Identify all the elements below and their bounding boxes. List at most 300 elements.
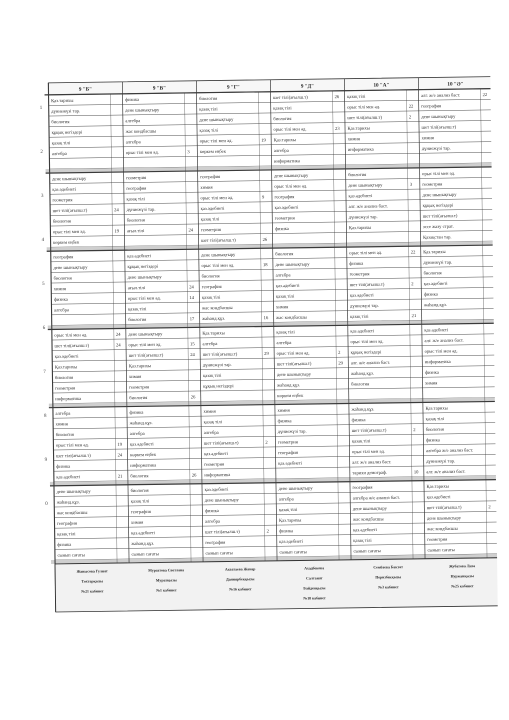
edge-mark: 9 <box>44 457 48 463</box>
lesson-subject: дене шынықтыру <box>276 371 312 377</box>
lesson-subject: қаз.әдебиеті <box>200 205 225 212</box>
lesson-subject: алг. ж/е анализ баст. <box>421 92 461 98</box>
lesson-subject: дене шынықтыру <box>125 107 160 113</box>
lesson-subject: шет тілі(ағылш.т) <box>54 342 90 349</box>
lesson-subject: алгебра ж/е анализ баст. <box>352 494 400 501</box>
room-number: 3 <box>187 149 190 155</box>
lesson-subject: жаһанд.құз. <box>423 302 448 308</box>
room-number: 19 <box>114 228 120 234</box>
teacher-info-line: Нуржанқызы <box>450 574 475 579</box>
lesson-subject: орыс тілі мен әд. <box>424 348 458 354</box>
edge-mark: 7 <box>43 369 46 375</box>
room-number: 29 <box>264 350 269 356</box>
lesson-subject: география <box>274 194 295 200</box>
room-number: 2 <box>408 114 412 120</box>
lesson-subject: қаз.әдебиеті <box>278 460 303 466</box>
edge-mark: 0 <box>45 501 48 507</box>
lesson-subject: орыс тілі мен әд. <box>347 104 381 110</box>
lesson-subject: Қаз.тарихы <box>273 137 297 143</box>
room-number: 26 <box>190 394 196 400</box>
lesson-subject: алгебра <box>125 139 141 145</box>
lesson-subject: геометрия <box>349 271 370 277</box>
lesson-subject: физика <box>349 260 364 266</box>
lesson-subject: география <box>126 185 147 191</box>
lesson-subject: құқық негіздері <box>203 383 234 389</box>
lesson-subject: қазақ тілі <box>203 419 223 425</box>
edge-mark: 2 <box>40 149 43 155</box>
lesson-subject: физика <box>57 541 72 548</box>
lesson-subject: дене шынықтыру <box>348 182 383 188</box>
lesson-subject: қазақ тілі <box>127 306 147 312</box>
room-number: 18 <box>262 262 268 268</box>
schedule-sheet <box>10 69 497 616</box>
lesson-subject: биология <box>201 273 220 279</box>
room-number: 24 <box>188 227 194 233</box>
lesson-subject: орыс тілі мен әд. <box>128 341 162 348</box>
lesson-subject: физика <box>424 369 439 375</box>
lesson-subject: қазақ тілі <box>275 293 295 299</box>
lesson-subject: география <box>201 283 222 290</box>
lesson-subject: шет тілі(ағылш.т) <box>52 207 88 214</box>
lesson-subject: дүниежүзі тар. <box>348 214 378 220</box>
lesson-subject: биология <box>130 487 149 494</box>
lesson-subject: жаһанд.құз. <box>277 382 301 388</box>
lesson-subject: химия <box>128 373 142 380</box>
lesson-subject: дүниежүзі тар. <box>51 108 81 114</box>
lesson-subject: биология <box>275 251 294 257</box>
room-number: 14 <box>189 294 195 300</box>
edge-mark: 3 <box>40 193 44 199</box>
lesson-subject: Қаз.тарихы <box>54 364 78 370</box>
lesson-subject: орыс тілі мен әд. <box>55 442 89 448</box>
class-header: 9 "В" <box>152 85 167 92</box>
room-number: 22 <box>408 103 414 109</box>
room-number: 3 <box>409 181 413 187</box>
lesson-subject: қаз.әдебиеті <box>353 527 377 533</box>
lesson-subject: қаз.әдебиеті <box>131 530 155 536</box>
lesson-subject: ағыл.тілі <box>127 285 146 291</box>
lesson-subject: алгебра <box>275 272 291 278</box>
lesson-subject: сынып сағаты <box>279 549 307 555</box>
lesson-subject: дүниежүзі тар. <box>202 362 232 368</box>
lesson-subject: жас кондбасшы <box>427 525 458 532</box>
lesson-subject: биология <box>130 473 149 479</box>
lesson-subject: дене шынықтыру <box>422 191 457 198</box>
teacher-info-line: №21 кабинет <box>81 589 104 594</box>
lesson-subject: информатика <box>424 358 451 365</box>
lesson-subject: қаз.әдебиеті <box>56 474 81 480</box>
lesson-subject: информатика <box>130 462 157 468</box>
teacher-info-line: Муратқызы <box>155 578 177 583</box>
lesson-subject: геометрия <box>129 384 150 390</box>
lesson-subject: қаз.әдебиеті <box>204 486 229 493</box>
lesson-subject: алгебра <box>204 518 220 524</box>
lesson-subject: химия <box>55 421 68 427</box>
lesson-subject: физика <box>204 508 219 514</box>
lesson-subject: геометрия <box>52 197 73 203</box>
lesson-subject: көркем еңбек <box>53 239 80 245</box>
lesson-subject: орыс тілі мен әд. <box>199 137 233 144</box>
room-number: 19 <box>261 137 266 143</box>
schedule-table <box>10 69 497 616</box>
lesson-subject: жаһанд.құз. <box>131 540 155 547</box>
lesson-subject: қазақ тілі <box>57 531 76 537</box>
lesson-subject: қазақ тілі <box>276 329 295 335</box>
lesson-subject: физика <box>425 437 440 443</box>
lesson-subject: геометрия <box>422 181 443 187</box>
lesson-subject: геометрия <box>274 215 295 221</box>
lesson-subject: қаз.әдебиеті <box>204 450 228 457</box>
lesson-subject: геометрия <box>200 226 221 233</box>
lesson-subject: химия <box>200 184 213 190</box>
lesson-subject: қаз.әдебиеті <box>54 353 79 359</box>
lesson-subject: география <box>421 103 442 109</box>
lesson-subject: дене шынықтыру <box>275 261 310 267</box>
edge-mark: 5 <box>42 281 45 287</box>
class-header: 9 "Б" <box>78 86 93 93</box>
lesson-subject: биология <box>53 275 72 281</box>
lesson-subject: биология <box>129 394 148 401</box>
lesson-subject: шет тілі(ағылш.т) <box>203 440 239 446</box>
column-line <box>492 77 497 606</box>
lesson-subject: қаз.әдебиеті <box>275 282 300 289</box>
lesson-subject: алгебра <box>51 150 67 157</box>
lesson-subject: химия <box>275 304 289 310</box>
lesson-subject: география <box>352 484 373 490</box>
lesson-subject: жас кондбасшы <box>201 304 233 311</box>
lesson-subject: жаһанд.құз. <box>129 420 153 426</box>
lesson-subject: сынып сағаты <box>57 552 85 558</box>
lesson-subject: шет тілі(ағылш.т) <box>351 427 387 433</box>
edge-mark: 8 <box>43 413 47 419</box>
lesson-subject: биология <box>273 115 292 122</box>
room-number: 24 <box>114 207 119 213</box>
lesson-subject: шет тілі(ағылш.т) <box>202 351 238 357</box>
lesson-subject: алгебра <box>203 429 219 436</box>
lesson-subject: дене шынықтыру <box>53 264 88 271</box>
lesson-subject: алгебра <box>278 496 294 502</box>
lesson-subject: дүниежүзі тар. <box>423 259 453 265</box>
room-number: 26 <box>191 472 197 478</box>
teacher-info-line: Салтанат <box>306 576 323 581</box>
lesson-subject: жас кондбасшы <box>276 314 307 320</box>
lesson-subject: дене шынықтыру <box>201 251 236 258</box>
lesson-subject: Қаз.тарихы <box>426 483 449 489</box>
teacher-info-line: №3 кабинет <box>378 585 399 590</box>
lesson-subject: алг. ж/е анализ баст. <box>350 359 391 366</box>
lesson-subject: орыс тілі мен әд. <box>273 126 307 132</box>
room-number: 19 <box>117 441 123 447</box>
lesson-subject: биология <box>54 374 74 381</box>
lesson-subject: Қаз.тарихы <box>423 249 446 255</box>
lesson-subject: алгебра <box>273 147 289 154</box>
room-number: 26 <box>334 94 340 100</box>
teacher-info-line: Жанысова Гулнат <box>76 569 108 574</box>
lesson-subject: дене шынықтыру <box>199 116 234 123</box>
teacher-info-line: №25 кабинет <box>451 584 474 589</box>
lesson-subject: қазақ тілі <box>278 506 298 513</box>
lesson-subject: биология <box>351 381 370 387</box>
lesson-subject: қаз.әдебиеті <box>127 253 152 259</box>
lesson-subject: дүниежүзі тар. <box>126 206 156 213</box>
lesson-subject: Қаз.тарихы <box>51 97 74 104</box>
lesson-subject: қазақ тілі <box>353 537 372 543</box>
lesson-subject: дене шынықтыру <box>421 113 456 120</box>
lesson-subject: информатика <box>204 472 231 478</box>
lesson-subject: химия <box>130 519 144 525</box>
lesson-subject: жаһанд.құз. <box>351 406 375 412</box>
lesson-subject: география <box>278 449 299 456</box>
lesson-subject: геометрия <box>204 461 225 467</box>
lesson-subject: химия <box>425 380 438 386</box>
class-header: 10 "Ә" <box>447 81 464 88</box>
lesson-subject: қаз.әдебиеті <box>348 193 373 199</box>
lesson-subject: сынып сағаты <box>427 547 455 553</box>
lesson-subject: қазақ тілі <box>199 106 218 112</box>
lesson-subject: орыс тілі мен әд. <box>422 170 456 177</box>
lesson-subject: дене шынықтыру <box>56 488 91 495</box>
lesson-subject: биология <box>423 270 442 276</box>
lesson-subject: Қаз.тарихы <box>425 405 448 411</box>
room-number: 16 <box>263 315 269 321</box>
lesson-subject: алгебра <box>202 341 218 347</box>
room-number: 24 <box>190 351 195 357</box>
lesson-subject: орыс тілі мен әд. <box>349 249 383 256</box>
lesson-subject: сынып сағаты <box>353 548 381 554</box>
lesson-subject: қазақ тілі <box>201 294 221 300</box>
teacher-info-line: Жубатова Лиза <box>449 564 476 569</box>
room-number: 2 <box>266 528 269 534</box>
footer-row <box>55 558 498 612</box>
lesson-subject: сынып сағаты <box>205 550 233 556</box>
room-number: 21 <box>411 313 417 319</box>
lesson-subject: биология <box>348 171 367 178</box>
lesson-subject: қаз.әдебиеті <box>423 280 448 287</box>
lesson-subject: дүниежүзі тар. <box>277 428 307 434</box>
lesson-subject: тарихи демограф. <box>352 469 388 476</box>
lesson-subject: физика <box>129 409 144 415</box>
room-number: 15 <box>189 341 195 347</box>
lesson-subject: геометрия <box>277 439 298 445</box>
lesson-subject: биология <box>128 316 147 323</box>
lesson-subject: физика <box>277 418 292 424</box>
lesson-subject: география <box>205 539 226 545</box>
lesson-subject: орыс тілі мен әд. <box>200 194 234 201</box>
lesson-subject: қаз.әдебиеті <box>350 328 375 334</box>
lesson-subject: қазақ тілі <box>350 313 369 319</box>
lesson-subject: жас кондбасшы <box>56 509 88 516</box>
lesson-subject: қаз.әдебиеті <box>52 186 77 192</box>
lesson-subject: жаһанд.құз. <box>202 315 226 322</box>
lesson-subject: қаз.әдебиеті <box>129 441 154 447</box>
room-number: 22 <box>410 249 416 255</box>
lesson-subject: химия <box>53 286 67 292</box>
lesson-subject: жаһанд.құз. <box>56 499 80 505</box>
lesson-subject: қазақ тілі <box>351 438 371 444</box>
lesson-subject: көркем еңбек <box>130 451 157 458</box>
room-number: 24 <box>117 452 123 458</box>
lesson-subject: орыс тілі мен әд. <box>52 228 86 235</box>
teacher-info-line: Сембаева Бактат <box>373 565 403 570</box>
lesson-subject: алгебра <box>276 339 292 346</box>
lesson-subject: құқық негіздері <box>51 129 83 135</box>
room-number: 23 <box>334 125 340 131</box>
lesson-subject: химия <box>203 408 216 414</box>
lesson-subject: қазақ тілі <box>202 372 222 379</box>
lesson-subject: алг. ж/е анализ баст. <box>348 203 388 209</box>
lesson-subject: алгебра <box>53 307 69 313</box>
lesson-subject: дене шынықтыру <box>128 331 163 337</box>
edge-mark: 4 <box>41 237 45 243</box>
teacher-info-line: Ахаатаева Жанар <box>224 567 256 572</box>
lesson-subject: Қаз.тарихы <box>202 330 225 336</box>
lesson-subject: қазақ тілі <box>130 498 150 504</box>
lesson-subject: дүниежүзі тар. <box>421 145 451 151</box>
lesson-subject: физика <box>53 296 68 302</box>
lesson-subject: физика <box>125 96 140 103</box>
lesson-subject: геометрия <box>55 385 76 391</box>
lesson-subject: геометрия <box>126 174 147 181</box>
lesson-subject: шет тілі(ағылш.т) <box>128 352 164 358</box>
lesson-subject: дене шынықтыру <box>352 505 387 512</box>
lesson-subject: қазақ тілі <box>273 105 292 111</box>
lesson-subject: қазақ тілі <box>425 416 444 422</box>
room-number: 2 <box>411 281 414 287</box>
room-number: 24 <box>115 331 121 337</box>
lesson-subject: көркем еңбек <box>277 392 304 399</box>
lesson-subject: дене шынықтыру <box>52 175 87 182</box>
lesson-subject: қазақ тілі <box>200 216 220 222</box>
lesson-subject: ағыл.тілі <box>126 228 145 234</box>
room-number: 24 <box>115 342 121 348</box>
lesson-subject: орыс тілі мен әд. <box>350 338 384 345</box>
lesson-subject: орыс тілі мен әд. <box>276 350 310 356</box>
lesson-subject: биология <box>199 95 218 102</box>
lesson-subject: эссе жазу страт. <box>422 223 454 230</box>
lesson-subject: алгебра <box>55 410 71 416</box>
lesson-subject: шет тілі(ағылш.т) <box>349 281 385 288</box>
lesson-subject: шет тілі(ағылш.т) <box>276 360 312 367</box>
lesson-subject: шет тілі(ағылш.т) <box>273 94 308 101</box>
teacher-info-line: Тохтарқызы <box>81 579 104 584</box>
lesson-subject: қаз.әдебиеті <box>349 292 374 298</box>
lesson-subject: орыс тілі мен әд. <box>127 295 161 301</box>
lesson-subject: информатика <box>273 158 300 164</box>
lesson-subject: химия <box>347 136 360 142</box>
lesson-subject: дүниежүзі тар. <box>426 458 456 464</box>
room-number: 2 <box>488 504 491 510</box>
room-number: 26 <box>262 236 268 242</box>
lesson-subject: биология <box>425 426 444 432</box>
lesson-subject: жас кондбасшы <box>125 128 157 134</box>
lesson-subject: дене шынықтыру <box>278 485 313 491</box>
lesson-subject: қазақ тілі <box>51 140 71 146</box>
lesson-subject: шет тілі(ағылш.т) <box>347 114 383 121</box>
lesson-subject: физика <box>351 417 366 423</box>
lesson-subject: химия <box>277 407 290 413</box>
lesson-subject: құқық негіздері <box>127 263 159 270</box>
room-number: 22 <box>482 92 488 98</box>
lesson-subject: қаз.әдебиеті <box>279 538 304 544</box>
lesson-subject: биология <box>52 218 71 224</box>
room-number: 2 <box>265 439 268 445</box>
teacher-info-line: №1 кабинет <box>156 588 177 593</box>
lesson-subject: шет тілі(ағылш.т) <box>205 528 240 535</box>
lesson-subject: алгебра <box>129 430 145 437</box>
teacher-info-line: №18 кабинет <box>303 596 326 601</box>
lesson-subject: Қаз.тарихы <box>278 517 302 523</box>
lesson-subject: география <box>56 520 77 526</box>
edge-mark: 6 <box>42 325 46 331</box>
lesson-subject: география <box>53 254 74 260</box>
lesson-subject: биология <box>55 431 74 438</box>
teacher-info-line: №16 кабинет <box>229 587 252 592</box>
lesson-subject: шет тілі(ағылш.т) <box>426 504 462 511</box>
lesson-subject: биология <box>51 119 70 125</box>
room-number: 2 <box>338 349 341 355</box>
lesson-subject: құқық негіздері <box>350 349 382 355</box>
room-number: 29 <box>338 360 343 366</box>
lesson-subject: шет тілі(ағылш.т) <box>201 237 236 243</box>
lesson-subject: көркем еңбек <box>199 148 226 155</box>
teacher-info-line: Мурзатова Светлана <box>148 568 185 573</box>
room-number: 17 <box>189 316 195 322</box>
lesson-subject: дене шынықтыру <box>204 497 239 503</box>
lesson-subject: дене шынықтыру <box>274 172 309 179</box>
lesson-subject: геометрия <box>427 536 448 542</box>
lesson-subject: орыс тілі мен әд. <box>201 262 235 269</box>
lesson-subject: алг. ж/е анализ баст. <box>424 337 464 344</box>
teacher-info-line: Даниярбекқызы <box>226 577 255 582</box>
class-header: 10 "А" <box>373 82 390 89</box>
lesson-subject: химия <box>421 135 434 141</box>
class-header: 9 "Г" <box>226 84 240 91</box>
lesson-subject: алг. ж/е анализ баст. <box>352 459 392 465</box>
room-number: 21 <box>117 473 123 479</box>
lesson-subject: дүниежүзі тар. <box>349 302 379 309</box>
edge-mark: 1 <box>39 105 43 111</box>
lesson-subject: қаз.әдебиеті <box>274 204 299 210</box>
room-number: 24 <box>189 284 194 290</box>
lesson-subject: қазақ тілі <box>126 196 145 202</box>
lesson-subject: қаз.әдебиеті <box>426 494 451 500</box>
lesson-subject: қаз.әдебиеті <box>424 327 449 333</box>
lesson-subject: физика <box>56 463 71 469</box>
lesson-subject: орыс тілі мен әд. <box>352 448 386 455</box>
lesson-subject: шет тілі(ағылш.т) <box>56 452 91 459</box>
lesson-subject: дене шынықтыру <box>127 274 162 280</box>
lesson-subject: Қаз.тарихы <box>128 363 152 369</box>
lesson-subject: сынып сағаты <box>131 551 159 557</box>
lesson-subject: биология <box>126 217 145 223</box>
lesson-subject: алгебра <box>125 118 141 124</box>
lesson-subject: қазақ тілі <box>347 93 366 99</box>
lesson-subject: орыс тілі мен әд. <box>125 149 159 156</box>
lesson-subject: Қазақстан тар. <box>423 234 452 240</box>
lesson-subject: жаһанд.құз. <box>350 370 374 376</box>
lesson-subject: алгебра ж/е анализ баст. <box>425 447 474 454</box>
teacher-info-line: Перизбекқызы <box>375 575 402 580</box>
room-number: 10 <box>413 469 419 475</box>
lesson-subject: информатика <box>347 146 374 152</box>
room-number: 9 <box>261 194 265 200</box>
lesson-subject: Қаз.тарихы <box>348 224 372 231</box>
lesson-subject: қазақ тілі <box>199 127 218 133</box>
lesson-subject: шет тілі(ағылш.т) <box>421 124 457 130</box>
lesson-subject: география <box>130 508 151 515</box>
lesson-subject: информатика <box>55 395 82 402</box>
lesson-subject: дене шынықтыру <box>426 515 462 521</box>
